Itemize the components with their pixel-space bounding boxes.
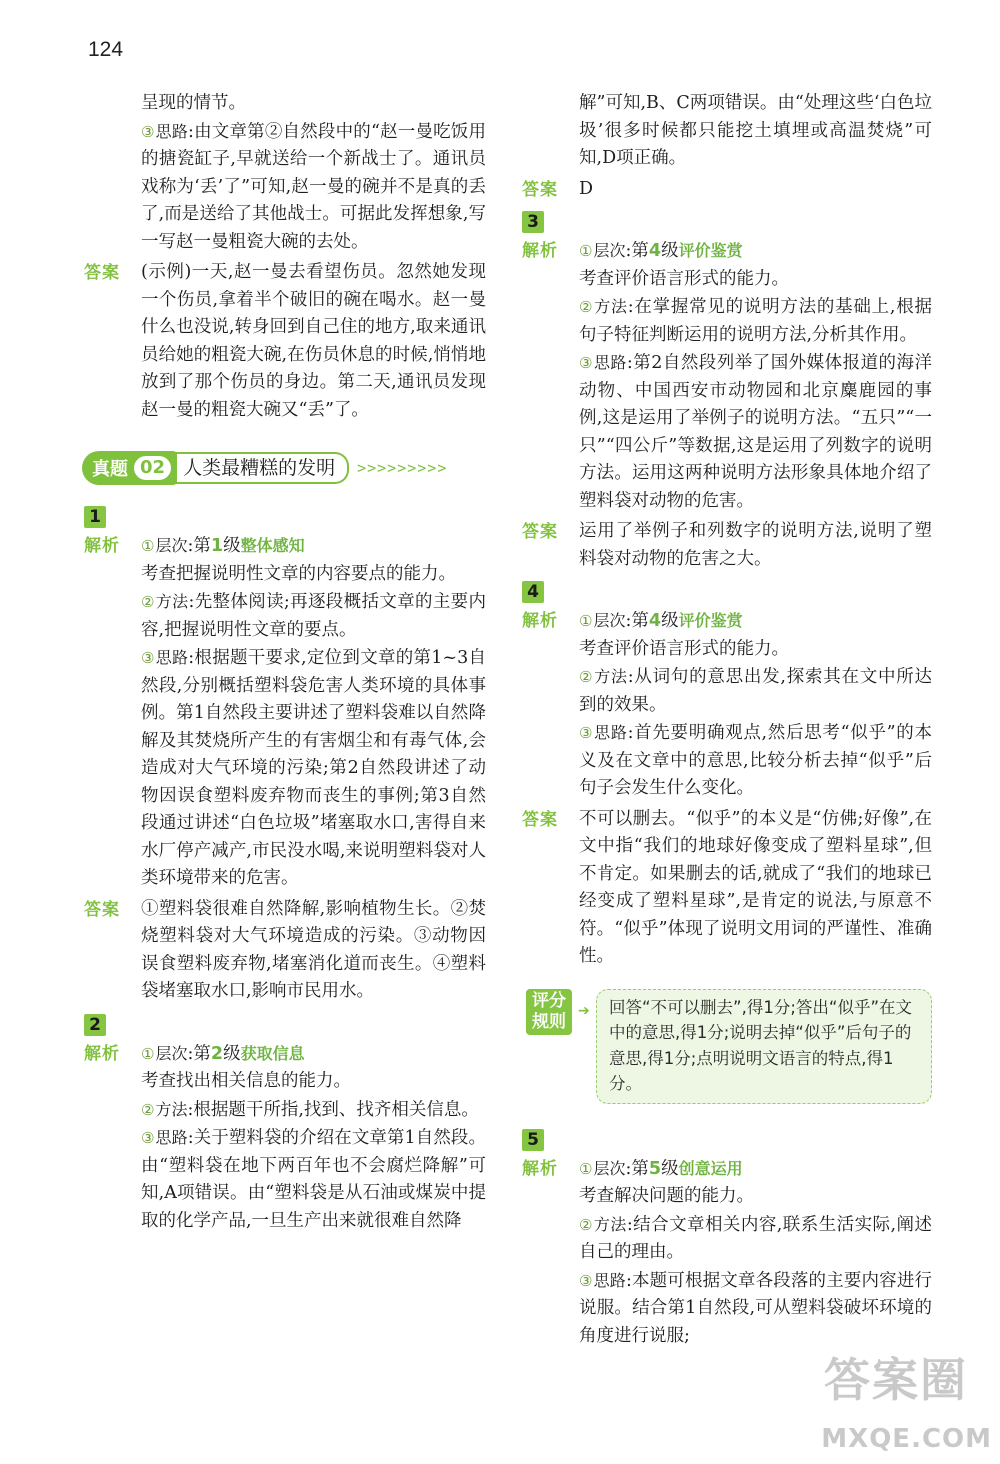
siluo-key: 思路 bbox=[155, 121, 189, 141]
level-name: 评价鉴赏 bbox=[678, 611, 743, 630]
cengci-key: 层次 bbox=[593, 611, 626, 630]
cengci-key: 层次 bbox=[593, 1158, 626, 1178]
cengci-key: 层次 bbox=[593, 241, 626, 260]
level-name: 创意运用 bbox=[678, 1158, 743, 1178]
circled-number: ③ bbox=[579, 354, 593, 372]
level-line bbox=[579, 607, 932, 636]
answer-label: 答案 bbox=[522, 522, 558, 542]
circled-number: ③ bbox=[579, 724, 594, 742]
fangfa-key: 方法 bbox=[594, 297, 628, 316]
level-suffix: 级 bbox=[223, 1043, 241, 1064]
question-number-4: 4 bbox=[522, 581, 544, 603]
answer-text: ①塑料袋很难自然降解,影响植物生长。②焚烧塑料袋对大气环境造成的污染。③动物因误食塑料废弃物,堵塞消化道而丧生。④塑料袋堵塞取水口,影响市民用水。 bbox=[141, 898, 486, 1001]
question-number-3: 3 bbox=[522, 211, 544, 233]
answer-text: (示例)一天,赵一曼去看望伤员。忽然她发现一个伤员,拿着半个破旧的碗在喝水。赵一曼什么也没说,转身回到自己住的地方,取来通讯员给她的粗瓷大碗,在伤员休息的时候,悄悄地放到了那个伤员的身边。第二天,通讯员发现赵一曼的粗瓷大碗又“丢”了。 bbox=[141, 262, 486, 420]
level-line bbox=[141, 1040, 486, 1069]
question-number-5: 5 bbox=[522, 1129, 544, 1151]
prev-question-continuation bbox=[84, 90, 486, 256]
circled-number: ② bbox=[141, 1100, 155, 1119]
answer-block-1 bbox=[84, 896, 486, 1006]
answer-block-3 bbox=[522, 518, 932, 573]
fangfa-key: 方法 bbox=[594, 667, 628, 686]
circled-number: ③ bbox=[141, 1129, 155, 1147]
siluo-paragraph bbox=[579, 1267, 932, 1351]
answer-block-4 bbox=[522, 806, 932, 971]
analysis-label: 解析 bbox=[84, 1043, 120, 1064]
circled-number: ③ bbox=[579, 1271, 593, 1290]
level-line bbox=[579, 1155, 932, 1184]
exam-title: 人类最糟糕的发明 bbox=[175, 452, 349, 484]
analysis-label: 解析 bbox=[522, 611, 558, 631]
answer-label: 答案 bbox=[522, 809, 558, 830]
siluo-paragraph bbox=[141, 118, 486, 257]
circled-number: ③ bbox=[141, 649, 155, 667]
level-line bbox=[141, 532, 486, 561]
level-prefix: :第 bbox=[625, 1158, 649, 1179]
level-number: 4 bbox=[648, 241, 662, 261]
cengci-key: 层次 bbox=[155, 1043, 188, 1063]
siluo-key: 思路 bbox=[155, 1128, 188, 1147]
right-column bbox=[522, 90, 932, 1350]
exam-badge bbox=[82, 451, 177, 485]
scoring-rules-text: 回答“不可以删去”,得1分;答出“似乎”在文中的意思,得1分;说明去掉“似乎”后句子的意思,得1分;点明说明文语言的特点,得1分。 bbox=[596, 989, 932, 1104]
siluo-key: 思路 bbox=[593, 1270, 626, 1290]
scoring-rules bbox=[522, 989, 932, 1109]
ability-line: 考查把握说明性文章的内容要点的能力。 bbox=[141, 563, 456, 584]
siluo-text: :第2自然段列举了国外媒体报道的海洋动物、中国西安市动物园和北京麋鹿园的事例,这是运用了举例子的说明方法。“五只”“一只”“四公斤”等数据,这是运用了列数字的说明方法。运用这两种说明方法形象具体地介绍了塑料袋对动物的危害。 bbox=[579, 353, 932, 511]
exam-banner bbox=[82, 450, 486, 486]
method-text: :结合文章相关内容,联系生活实际,阐述自己的理由。 bbox=[579, 1214, 932, 1262]
level-number: 2 bbox=[210, 1043, 224, 1064]
circled-number: ② bbox=[141, 593, 155, 611]
circled-number: ③ bbox=[141, 122, 155, 141]
siluo-paragraph bbox=[579, 349, 932, 515]
circled-number: ② bbox=[579, 298, 594, 316]
question-number-2: 2 bbox=[84, 1014, 106, 1036]
continuation-text: 解”可知,B、C两项错误。由“处理这些‘白色垃圾’很多时候都只能挖土填埋或高温焚烧”可知,D项正确。 bbox=[579, 93, 932, 168]
analysis-block-2 bbox=[84, 1040, 486, 1236]
siluo-text: :关于塑料袋的介绍在文章第1自然段。由“塑料袋在地下两百年也不会腐烂降解”可知,A项错误。由“塑料袋是从石油或煤炭中提取的化学产品,一旦生产出来就很难自然降 bbox=[141, 1128, 486, 1231]
fangfa-key: 方法 bbox=[155, 592, 189, 611]
analysis-block-1 bbox=[84, 532, 486, 893]
watermark-url: MXQE.COM bbox=[821, 1424, 992, 1454]
analysis-block-3 bbox=[522, 237, 932, 515]
fangfa-key: 方法 bbox=[593, 1214, 627, 1234]
q2-continuation bbox=[522, 90, 932, 173]
cengci-key: 层次 bbox=[155, 536, 188, 555]
method-paragraph bbox=[141, 1096, 486, 1125]
left-column bbox=[84, 90, 486, 1235]
analysis-block-4 bbox=[522, 607, 932, 803]
circled-number: ① bbox=[579, 242, 593, 260]
siluo-text: :首先要明确观点,然后思考“似乎”的本义及在文章中的意思,比较分析去掉“似乎”后句子会发生什么变化。 bbox=[579, 723, 932, 798]
arrow-right-icon: ➔ bbox=[578, 1002, 590, 1019]
badge-number: 02 bbox=[134, 456, 171, 480]
level-number: 1 bbox=[210, 536, 224, 556]
siluo-key: 思路 bbox=[593, 353, 627, 372]
level-suffix: 级 bbox=[661, 1158, 679, 1179]
watermark-logo-text: 答案圈 bbox=[824, 1353, 968, 1407]
level-name: 整体感知 bbox=[240, 536, 305, 555]
level-prefix: :第 bbox=[625, 241, 649, 261]
answer-block bbox=[84, 259, 486, 424]
answer-label: 答案 bbox=[84, 899, 120, 920]
answer-label: 答案 bbox=[522, 179, 558, 200]
siluo-paragraph bbox=[141, 644, 486, 893]
analysis-label: 解析 bbox=[522, 241, 558, 261]
method-paragraph bbox=[141, 588, 486, 644]
circled-number: ② bbox=[579, 668, 594, 686]
siluo-key: 思路 bbox=[155, 648, 189, 667]
siluo-text: :本题可根据文章各段落的主要内容进行说服。结合第1自然段,可从塑料袋破坏环境的角度进行说服; bbox=[579, 1270, 932, 1346]
answer-text: 运用了举例子和列数字的说明方法,说明了塑料袋对动物的危害之大。 bbox=[579, 521, 932, 569]
level-name: 评价鉴赏 bbox=[678, 241, 743, 260]
level-number: 4 bbox=[648, 611, 662, 631]
level-name: 获取信息 bbox=[240, 1043, 305, 1063]
ability-line: 考查评价语言形式的能力。 bbox=[579, 638, 789, 659]
badge-text: 真题 bbox=[92, 459, 128, 480]
siluo-text: :由文章第②自然段中的“赵一曼吃饭用的搪瓷缸子,早就送给一个新战士了。通讯员戏称为‘丢’了”可知,赵一曼的碗并不是真的丢了,而是送给了其他战士。可据此发挥想象,写一写赵一曼粗瓷大碗的去处。 bbox=[141, 121, 486, 252]
fangfa-key: 方法 bbox=[155, 1099, 188, 1119]
scoring-rules-label: 评分规则 bbox=[526, 989, 572, 1035]
ability-line: 考查找出相关信息的能力。 bbox=[141, 1071, 351, 1091]
siluo-text: :根据题干要求,定位到文章的第1~3自然段,分别概括塑料袋危害人类环境的具体事例。第1自然段主要讲述了塑料袋难以自然降解及其焚烧所产生的有害烟尘和有毒气体,会造成对大气环境的污染;第2自然段讲述了动物因误食塑料废弃物而丧生的事例;第3自然段通过讲述“白色垃圾”堵塞取水口,害得自来水厂停产减产,市民没水喝,来说明塑料袋对人类环境带来的危害。 bbox=[141, 648, 486, 888]
level-suffix: 级 bbox=[223, 536, 241, 556]
method-paragraph bbox=[579, 663, 932, 719]
analysis-label: 解析 bbox=[522, 1158, 558, 1179]
answer-label: 答案 bbox=[84, 263, 120, 283]
answer-block-2 bbox=[522, 176, 932, 204]
level-prefix: :第 bbox=[187, 1043, 211, 1064]
ability-line: 考查评价语言形式的能力。 bbox=[579, 268, 789, 289]
analysis-block-5 bbox=[522, 1155, 932, 1351]
siluo-key: 思路 bbox=[594, 723, 628, 742]
siluo-paragraph bbox=[141, 1124, 486, 1235]
continuation-line: 呈现的情节。 bbox=[141, 93, 246, 113]
level-suffix: 级 bbox=[661, 611, 679, 631]
method-paragraph bbox=[579, 1211, 932, 1267]
method-text: :根据题干所指,找到、找齐相关信息。 bbox=[187, 1099, 479, 1120]
method-text: :先整体阅读;再逐段概括文章的主要内容,把握说明性文章的要点。 bbox=[141, 592, 486, 640]
answer-text: D bbox=[579, 178, 594, 199]
level-line bbox=[579, 237, 932, 266]
level-suffix: 级 bbox=[661, 241, 679, 261]
page-number: 124 bbox=[88, 38, 124, 61]
ability-line: 考查解决问题的能力。 bbox=[579, 1186, 754, 1206]
circled-number: ① bbox=[141, 537, 155, 555]
circled-number: ② bbox=[579, 1215, 593, 1234]
circled-number: ① bbox=[579, 612, 593, 630]
method-paragraph bbox=[579, 293, 932, 349]
circled-number: ① bbox=[141, 1044, 155, 1063]
level-prefix: :第 bbox=[187, 536, 211, 556]
level-prefix: :第 bbox=[625, 611, 649, 631]
circled-number: ① bbox=[579, 1159, 593, 1178]
answer-text: 不可以删去。“似乎”的本义是“仿佛;好像”,在文中指“我们的地球好像变成了塑料星球”,但不肯定。如果删去的话,就成了“我们的地球已经变成了塑料星球”,是肯定的说法,与原意不符。“似乎”体现了说明文用词的严谨性、准确性。 bbox=[579, 808, 932, 966]
siluo-paragraph bbox=[579, 719, 932, 803]
arrows-decoration: >>>>>>>>> bbox=[357, 459, 448, 477]
question-number-1: 1 bbox=[84, 506, 106, 528]
level-number: 5 bbox=[648, 1158, 662, 1179]
analysis-label: 解析 bbox=[84, 536, 120, 556]
method-text: :从词句的意思出发,探索其在文中所达到的效果。 bbox=[579, 667, 932, 715]
method-text: :在掌握常见的说明方法的基础上,根据句子特征判断运用的说明方法,分析其作用。 bbox=[579, 297, 932, 345]
site-watermark bbox=[722, 1344, 992, 1454]
